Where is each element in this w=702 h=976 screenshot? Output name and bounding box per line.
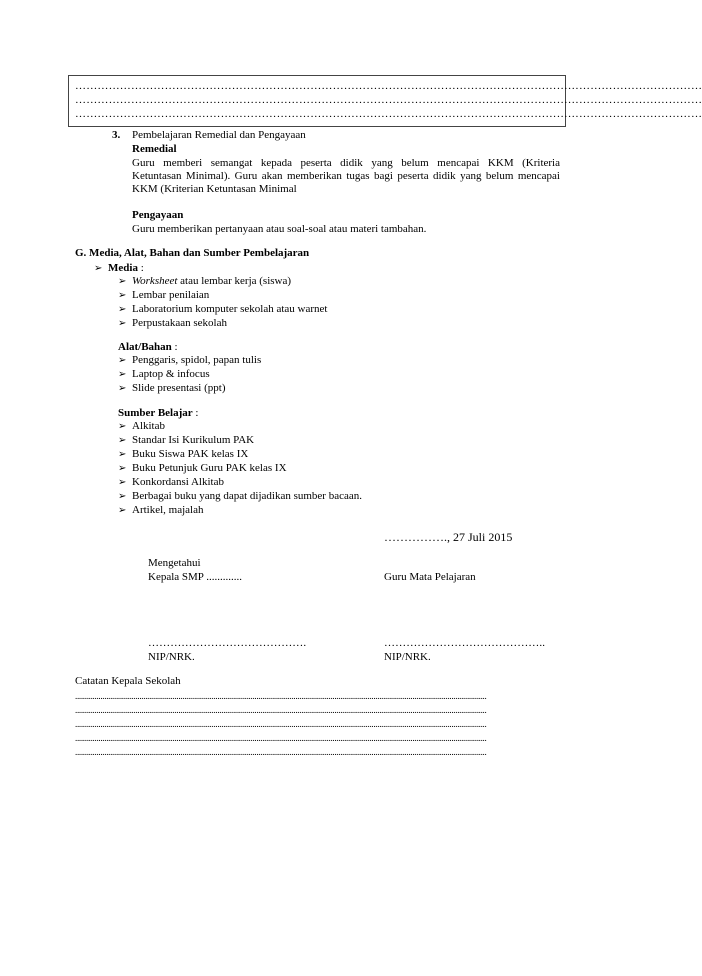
media-item: [118, 275, 291, 289]
remedial-text-line: Guru memberi semangat kepada peserta didik yang belum mencapai KKM (Kriteria: [132, 157, 560, 169]
alat-item-text: Laptop & infocus: [132, 368, 210, 380]
media-item-text: Lembar penilaian: [132, 289, 210, 301]
left-nip-label: NIP/NRK.: [148, 651, 195, 663]
arrow-bullet-icon: ➢: [118, 276, 127, 287]
arrow-bullet-icon: ➢: [118, 435, 127, 446]
sumber-heading: [118, 407, 198, 421]
alat-item-text: Penggaris, spidol, papan tulis: [132, 354, 262, 366]
media-item-text: Laboratorium komputer sekolah atau warnet: [132, 303, 328, 315]
sumber-item: [118, 462, 287, 476]
arrow-bullet-icon: ➢: [118, 463, 127, 474]
arrow-bullet-icon: ➢: [94, 263, 103, 274]
pengayaan-title: Pengayaan: [132, 209, 184, 221]
guru-label: Guru Mata Pelajaran: [384, 571, 476, 583]
sumber-item: [118, 504, 203, 518]
left-signature-line: …………………………………….: [148, 637, 307, 649]
sumber-item: [118, 448, 248, 462]
remedial-heading: Pembelajaran Remedial dan Pengayaan: [132, 129, 306, 141]
kepala-sekolah-label: Kepala SMP .............: [148, 571, 243, 583]
notes-dotted-line: ...................................................................................................................................................................................................................: [75, 747, 487, 757]
notes-dotted-line: ...................................................................................................................................................................................................................: [75, 705, 487, 715]
sumber-item-text: Buku Siswa PAK kelas IX: [132, 448, 249, 460]
media-colon: :: [137, 262, 144, 274]
media-item: [118, 289, 209, 303]
notes-title: Catatan Kepala Sekolah: [75, 675, 181, 687]
alat-colon: :: [171, 341, 178, 353]
notes-dotted-line: ...................................................................................................................................................................................................................: [75, 733, 487, 743]
sumber-item: [118, 476, 224, 490]
box-dotted-line: ……………………………………………………………………………………………………………………………………………………: [75, 94, 702, 106]
media-item: [118, 303, 328, 317]
sumber-label: Sumber Belajar: [118, 407, 193, 419]
arrow-bullet-icon: ➢: [118, 355, 127, 366]
pengayaan-text: Guru memberikan pertanyaan atau soal-soal atau materi tambahan.: [132, 223, 427, 235]
alat-item-text: Slide presentasi (ppt): [132, 382, 226, 394]
sumber-item-text: Buku Petunjuk Guru PAK kelas IX: [132, 462, 287, 474]
box-dotted-line: ……………………………………………………………………………………………………………………………………………………: [75, 80, 702, 92]
sumber-item-text: Berbagai buku yang dapat dijadikan sumber bacaan.: [132, 490, 363, 502]
right-nip-label: NIP/NRK.: [384, 651, 431, 663]
sumber-item-text: Konkordansi Alkitab: [132, 476, 224, 488]
alat-item: [118, 354, 261, 368]
arrow-bullet-icon: ➢: [118, 421, 127, 432]
sumber-item-text: Standar Isi Kurikulum PAK: [132, 434, 255, 446]
right-signature-line: ……………………………………..: [384, 637, 546, 649]
media-heading: [94, 262, 144, 276]
sumber-item: [118, 434, 254, 448]
section-number: 3.: [112, 129, 121, 141]
remedial-title: Remedial: [132, 143, 177, 155]
arrow-bullet-icon: ➢: [118, 491, 127, 502]
arrow-bullet-icon: ➢: [118, 449, 127, 460]
sumber-item: [118, 420, 165, 434]
sumber-item-text: Alkitab: [132, 420, 165, 432]
mengetahui-label: Mengetahui: [148, 557, 201, 569]
arrow-bullet-icon: ➢: [118, 304, 127, 315]
arrow-bullet-icon: ➢: [118, 318, 127, 329]
alat-heading: [118, 341, 178, 355]
arrow-bullet-icon: ➢: [118, 383, 127, 394]
section-g-title: G. Media, Alat, Bahan dan Sumber Pembelajaran: [75, 247, 310, 259]
media-item: [118, 317, 227, 331]
media-item-text: atau lembar kerja (siswa): [177, 275, 292, 287]
notes-dotted-line: ...................................................................................................................................................................................................................: [75, 719, 487, 729]
sumber-item-text: Artikel, majalah: [132, 504, 204, 516]
signature-date: ……………., 27 Juli 2015: [384, 530, 513, 544]
alat-item: [118, 382, 225, 396]
sumber-item: [118, 490, 362, 504]
arrow-bullet-icon: ➢: [118, 477, 127, 488]
media-label: Media: [108, 262, 138, 274]
media-item-italic: Worksheet: [132, 275, 178, 287]
alat-item: [118, 368, 210, 382]
arrow-bullet-icon: ➢: [118, 369, 127, 380]
box-dotted-line: ……………………………………………………………………………………………………………………………………………………: [75, 108, 702, 120]
remedial-text-line: Ketuntasan Minimal). Guru akan memberikan tugas bagi peserta didik yang belum mencapai: [132, 170, 560, 182]
media-item-text: Perpustakaan sekolah: [132, 317, 227, 329]
sumber-colon: :: [192, 407, 199, 419]
alat-label: Alat/Bahan: [118, 341, 172, 353]
arrow-bullet-icon: ➢: [118, 290, 127, 301]
remedial-text-line: KKM (Kriterian Ketuntasan Minimal: [132, 183, 297, 195]
dotted-text-box: [68, 75, 702, 127]
arrow-bullet-icon: ➢: [118, 505, 127, 516]
notes-dotted-line: ...................................................................................................................................................................................................................: [75, 691, 487, 701]
